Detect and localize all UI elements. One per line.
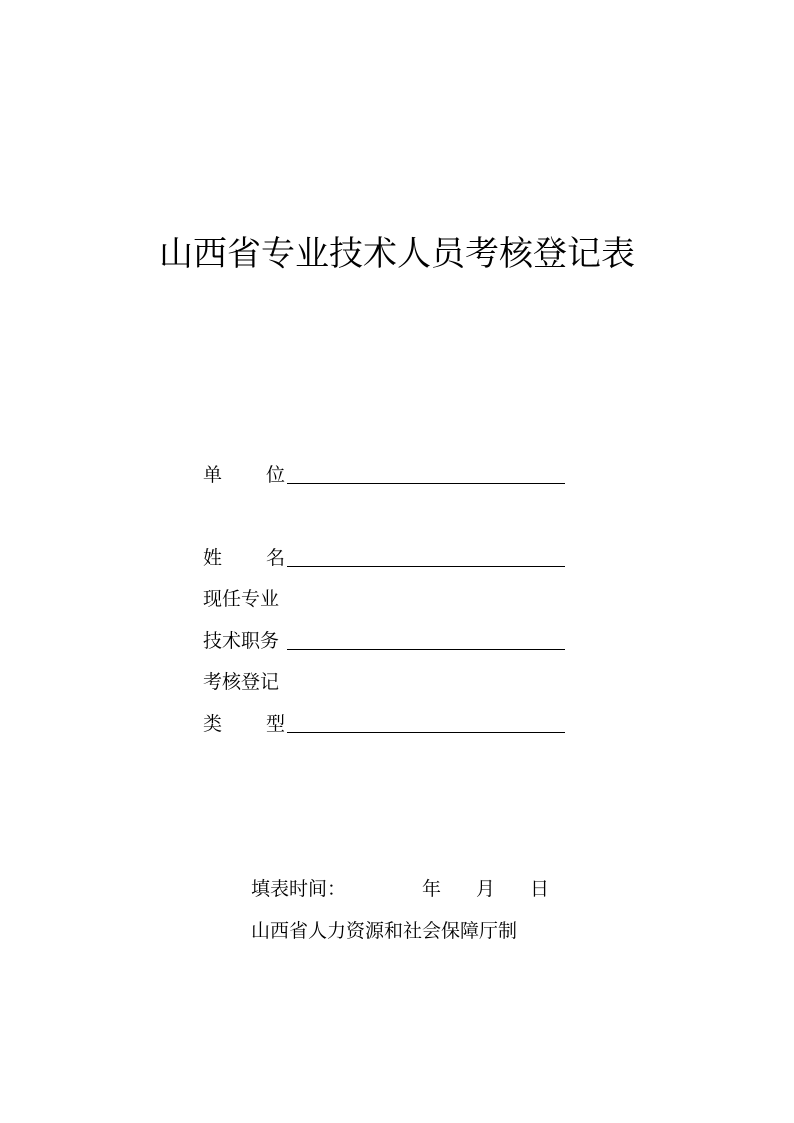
fill-day-label: 日 <box>530 878 550 900</box>
name-field-line[interactable] <box>287 566 565 567</box>
name-label-char1: 姓 <box>203 547 223 569</box>
type-label-char2: 型 <box>266 713 286 735</box>
unit-label-char2: 位 <box>266 464 286 486</box>
type-field-line[interactable] <box>287 732 565 733</box>
position-label: 技术职务 <box>203 630 280 652</box>
name-label-char2: 名 <box>266 547 286 569</box>
assessment-label: 考核登记 <box>203 671 280 693</box>
name-label <box>203 546 287 570</box>
issuer-text: 山西省人力资源和社会保障厅制 <box>251 920 518 942</box>
document-title: 山西省专业技术人员考核登记表 <box>159 234 635 274</box>
type-label <box>203 712 287 736</box>
fill-year-label: 年 <box>422 878 442 900</box>
fill-month-label: 月 <box>476 878 496 900</box>
specialty-label: 现任专业 <box>203 588 280 610</box>
fill-time-label: 填表时间： <box>251 878 347 900</box>
position-field-line[interactable] <box>287 649 565 650</box>
unit-field-line[interactable] <box>287 483 565 484</box>
unit-label-char1: 单 <box>203 464 223 486</box>
unit-label <box>203 463 287 487</box>
type-label-char1: 类 <box>203 713 223 735</box>
